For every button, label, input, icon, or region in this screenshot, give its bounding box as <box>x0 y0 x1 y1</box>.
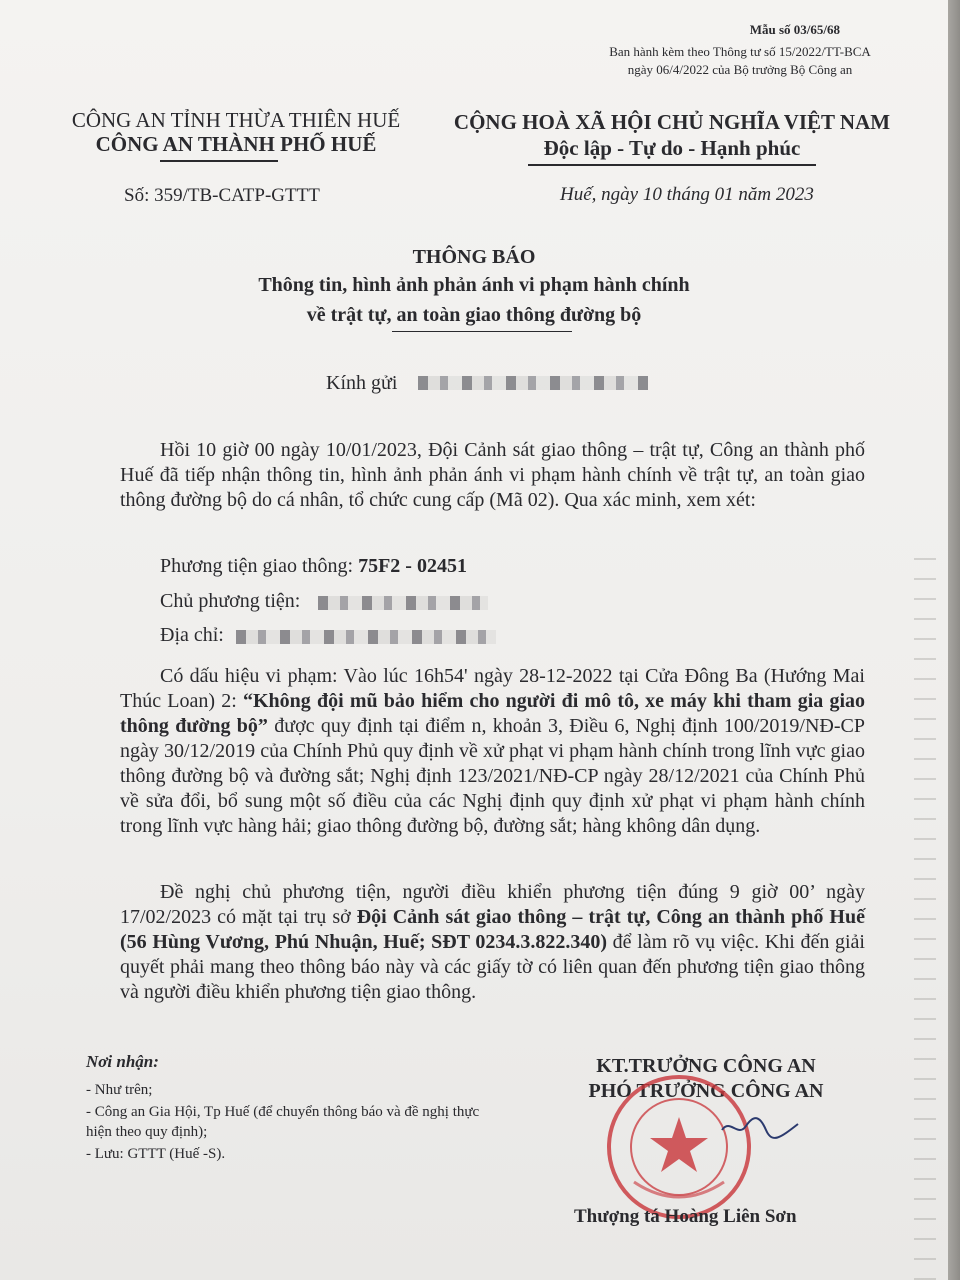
signer-name: Thượng tá Hoàng Liên Sơn <box>574 1206 797 1227</box>
request-paragraph <box>120 880 865 1005</box>
violation-legal-basis: được quy định tại điểm n, khoản 3, Điều 6, Nghị định 100/2019/NĐ-CP ngày 30/12/2019 của Chính Phủ quy định về xử phạt vi phạm hành chính trong lĩnh vực giao thông đường bộ và đường sắt; Nghị định 123/2021/NĐ-CP ngày 28/12/2021 của Chính Phủ về sửa đổi, bổ sung một số điều của các Nghị định quy định xử phạt vi phạm hành chính trong lĩnh vực hàng hải; giao thông đường bộ, đường sắt; hàng không dân dụng. <box>120 715 865 837</box>
recipient-item: - Công an Gia Hội, Tp Huế (để chuyển thông báo và đề nghị thực hiện theo quy định); <box>86 1104 480 1140</box>
vehicle-plate: 75F2 - 02451 <box>358 555 467 577</box>
redacted-addressee <box>418 376 648 390</box>
signer-title-1: KT.TRƯỞNG CÔNG AN <box>596 1055 816 1077</box>
agency-underline <box>160 160 278 162</box>
vehicle-label: Phương tiện giao thông: <box>160 555 359 577</box>
republic-name: CỘNG HOÀ XÃ HỘI CHỦ NGHĨA VIỆT NAM <box>453 110 891 134</box>
vehicle-field <box>160 555 467 578</box>
notice-subtitle-1: Thông tin, hình ảnh phản ánh vi phạm hành chính <box>258 274 690 296</box>
form-issued-line2: ngày 06/4/2022 của Bộ trưởng Bộ Công an <box>627 62 853 77</box>
form-issued-line1: Ban hành kèm theo Thông tư số 15/2022/TT-BCA <box>609 44 871 59</box>
subtitle-underline <box>392 331 572 332</box>
request-intro: Đề nghị chủ phương tiện, người điều khiển phương tiện đúng 9 giờ 00’ ngày 17/02/2023 có mặt tại trụ sở <box>120 881 865 928</box>
handwritten-signature-icon <box>720 1108 800 1148</box>
recipient-item: - Lưu: GTTT (Huế -S). <box>86 1146 226 1162</box>
violation-description: “Không đội mũ bảo hiểm cho người đi mô tô, xe máy khi tham gia giao thông đường bộ” <box>120 690 865 737</box>
document-number: Số: 359/TB-CATP-GTTT <box>124 185 320 206</box>
signer-title-2: PHÓ TRƯỞNG CÔNG AN <box>588 1080 824 1102</box>
redacted-owner <box>318 596 488 610</box>
recipients-title: Nơi nhận: <box>86 1052 159 1071</box>
address-label: Địa chỉ: <box>160 624 224 646</box>
owner-label: Chủ phương tiện: <box>160 590 301 612</box>
form-number: Mẫu số 03/65/68 <box>749 22 840 37</box>
violation-paragraph <box>120 664 865 839</box>
redacted-address <box>236 630 496 644</box>
intro-paragraph: Hồi 10 giờ 00 ngày 10/01/2023, Đội Cảnh sát giao thông – trật tự, Công an thành phố Huế đã tiếp nhận thông tin, hình ảnh phản ánh vi phạm hành chính về trật tự, an toàn giao thông đường bộ do cá nhân, tổ chức cung cấp (Mã 02). Qua xác minh, xem xét: <box>120 439 865 511</box>
recipient-item: - Như trên; <box>86 1082 153 1098</box>
place-date: Huế, ngày 10 tháng 01 năm 2023 <box>560 184 814 205</box>
page-edge-shadow <box>914 540 936 1280</box>
agency-parent: CÔNG AN TỈNH THỪA THIÊN HUẾ <box>71 108 401 132</box>
addressee-label: Kính gửi <box>326 372 398 394</box>
request-instructions: để làm rõ vụ việc. Khi đến giải quyết phải mang theo thông báo này và các giấy tờ có liên quan đến phương tiện giao thông và người điều khiển phương tiện giao thông. <box>120 931 865 1003</box>
notice-subtitle-2: về trật tự, an toàn giao thông đường bộ <box>306 304 642 326</box>
agency-name: CÔNG AN THÀNH PHỐ HUẾ <box>95 132 377 156</box>
violation-intro: Có dấu hiệu vi phạm: Vào lúc 16h54' ngày 28-12-2022 tại Cửa Đông Ba (Hướng Mai Thúc Loan) 2: <box>120 665 865 712</box>
request-office: Đội Cảnh sát giao thông – trật tự, Công an thành phố Huế (56 Hùng Vương, Phú Nhuận, Huế; SĐT 0234.3.822.340) <box>120 906 865 953</box>
motto-underline <box>528 164 816 166</box>
national-motto: Độc lập - Tự do - Hạnh phúc <box>543 136 801 160</box>
desk-background <box>948 0 960 1280</box>
notice-title: THÔNG BÁO <box>412 246 536 268</box>
